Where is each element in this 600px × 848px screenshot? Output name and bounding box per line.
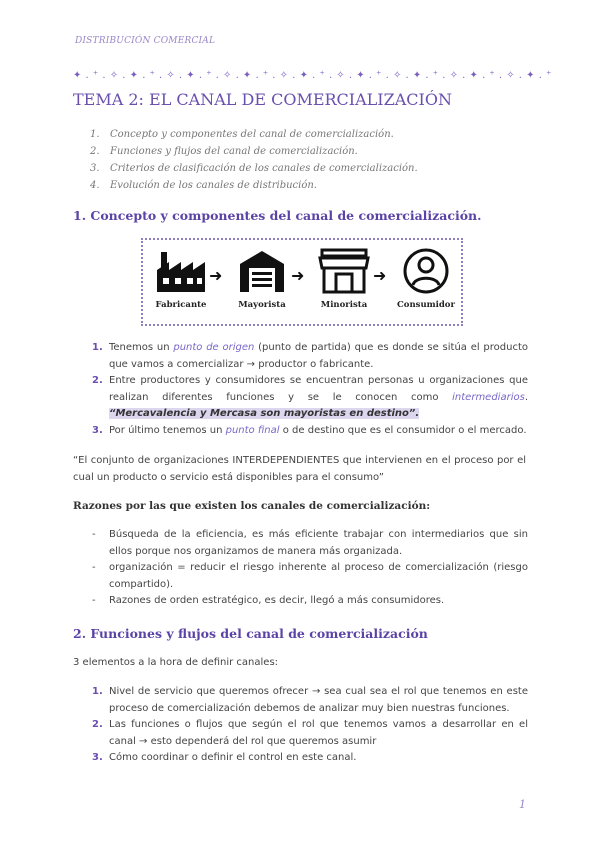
list-item: 1. Tenemos un punto de origen (punto de partida) que es donde se sitúa el producto que vamos a comercializar → productor o fabricante. [92,342,528,370]
stage-mayorista: Mayorista [231,248,293,310]
warehouse-icon [238,248,286,294]
arrow-icon: ➜ [291,266,305,285]
running-header: DISTRIBUCIÓN COMERCIAL [75,36,216,46]
list-item: - Razones de orden estratégico, es decir, llegó a más consumidores. [92,595,445,606]
page-number: 1 [519,798,526,811]
list-item: 3. Cómo coordinar o definir el control en este canal. [92,752,357,763]
toc-item: 2. Funciones y flujos del canal de comercialización. [90,146,358,157]
toc-item: 4. Evolución de los canales de distribución. [90,180,317,191]
list-item: - Búsqueda de la eficiencia, es más eficiente trabajar con intermediarios que sin ellos porque nos organizamos de manera más organizada. [92,529,528,557]
toc-item: 1. Concepto y componentes del canal de comercialización. [90,129,394,140]
table-of-contents [90,126,418,194]
channel-diagram [141,238,463,326]
toc-item: 3. Criterios de clasificación de los canales de comercialización. [90,163,418,174]
section1-heading: 1. Concepto y componentes del canal de comercialización. [73,208,482,223]
section2-list [92,684,528,767]
section1-list [92,340,528,439]
reasons-list [92,527,528,610]
section2-heading: 2. Funciones y flujos del canal de comercialización [73,626,428,641]
decorative-divider: ✦ . ⁺ . ✧ . ✦ . ⁺ . ✧ . ✦ . ⁺ . ✧ . ✦ . ⁺ . ✧ . ✦ . ⁺ . ✧ . ✦ . ⁺ . ✧ . ✦ . ⁺ . ✧ . ✦ . ⁺ . ✧ . ✦ . ⁺ [73,70,552,81]
stage-fabricante: Fabricante [147,248,215,310]
stage-minorista: Minorista [311,248,377,310]
stage-consumidor: Consumidor [393,248,459,310]
list-item: - organización = reducir el riesgo inherente al proceso de comercialización (riesgo compartido). [92,562,528,590]
arrow-icon: ➜ [373,266,387,285]
section2-intro: 3 elementos a la hora de definir canales: [73,657,279,668]
store-icon [318,248,370,294]
factory-icon [155,248,207,294]
arrow-icon: ➜ [209,266,223,285]
reasons-heading: Razones por las que existen los canales de comercialización: [73,500,431,512]
list-item: 2. Las funciones o flujos que según el rol que tenemos vamos a desarrollar en el canal → esto dependerá del rol que queremos asumir [92,719,528,747]
list-item: 3. Por último tenemos un punto final o de destino que es el consumidor o el mercado. [92,424,527,436]
definition-quote: “El conjunto de organizaciones INTERDEPENDIENTES que intervienen en el proceso por el cual un producto o servicio está disponibles para el consumo” [73,455,526,483]
page-title: TEMA 2: EL CANAL DE COMERCIALIZACIÓN [73,90,452,109]
list-item: 1. Nivel de servicio que queremos ofrecer → sea cual sea el rol que tenemos en este proceso de comercialización debemos de analizar muy bien nuestras funciones. [92,686,528,714]
user-icon [401,248,451,294]
list-item: 2. Entre productores y consumidores se encuentran personas u organizaciones que realizan diferentes funciones y se le conocen como intermediarios. “Mercavalencia y Mercasa son mayoristas en destino”. [92,375,528,419]
